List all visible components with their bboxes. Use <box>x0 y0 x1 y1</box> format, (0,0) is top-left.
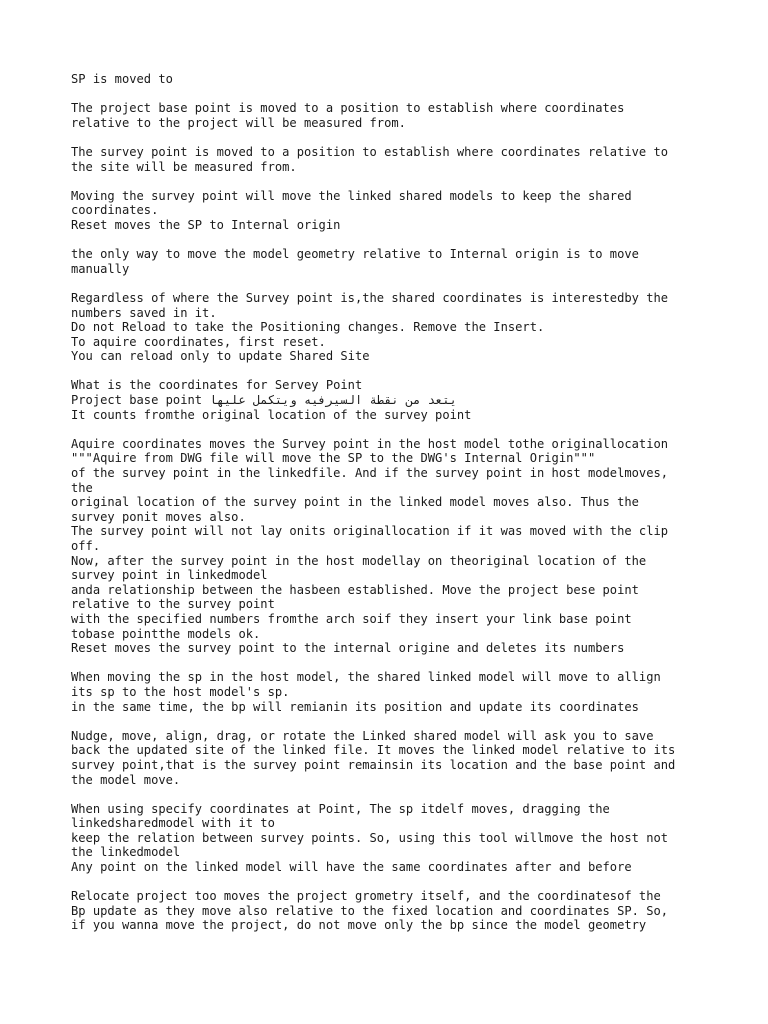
blank-line <box>71 422 711 437</box>
text-line: relative to the survey point <box>71 597 275 612</box>
text-line: in the same time, the bp will remianin its position and update its coordinates <box>71 699 639 714</box>
text-line: anda relationship between the hasbeen established. Move the project bese point <box>71 582 639 597</box>
text-line: the <box>71 480 93 495</box>
blank-line <box>71 656 711 671</box>
text-line: linkedsharedmodel with it to <box>71 816 275 831</box>
text-line: To aquire coordinates, first reset. <box>71 334 326 349</box>
text-line: the model move. <box>71 772 181 787</box>
text-line: What is the coordinates for Servey Point <box>71 378 363 393</box>
text-line: with the specified numbers fromthe arch soif they insert your link base point <box>71 611 632 626</box>
text-line: tobase pointthe models ok. <box>71 626 261 641</box>
text-line: survey point in linkedmodel <box>71 568 268 583</box>
blank-line <box>71 233 711 248</box>
blank-line <box>71 130 711 145</box>
text-line: Regardless of where the Survey point is,the shared coordinates is interestedby the <box>71 290 669 305</box>
text-line: the only way to move the model geometry relative to Internal origin is to move <box>71 247 639 262</box>
blank-line <box>71 787 711 802</box>
blank-line <box>71 714 711 729</box>
text-line: numbers saved in it. <box>71 305 217 320</box>
text-line: of the survey point in the linkedfile. And if the survey point in host modelmoves, <box>71 466 669 481</box>
text-line: When moving the sp in the host model, the shared linked model will move to allign <box>71 670 661 685</box>
text-line: Project base point يتعد من نقطة السيرفيه ويتكمل عليها <box>71 393 457 408</box>
text-line: the site will be measured from. <box>71 159 297 174</box>
text-line: back the updated site of the linked file. It moves the linked model relative to its <box>71 743 676 758</box>
text-line: SP is moved to <box>71 72 173 86</box>
text-line: Do not Reload to take the Positioning changes. Remove the Insert. <box>71 320 545 335</box>
blank-line <box>71 875 711 890</box>
text-line: Nudge, move, align, drag, or rotate the Linked shared model will ask you to save <box>71 728 654 743</box>
text-line: The survey point is moved to a position to establish where coordinates relative to <box>71 144 669 159</box>
text-line: original location of the survey point in the linked model moves also. Thus the <box>71 495 639 510</box>
text-line: You can reload only to update Shared Site <box>71 349 370 364</box>
text-line: if you wanna move the project, do not move only the bp since the model geometry <box>71 918 647 933</box>
text-line: off. <box>71 539 101 553</box>
text-line: Moving the survey point will move the linked shared models to keep the shared <box>71 188 632 203</box>
blank-line <box>71 364 711 379</box>
text-line: The survey point will not lay onits originallocation if it was moved with the clip <box>71 524 669 539</box>
text-line: Aquire coordinates moves the Survey point in the host model tothe originallocation <box>71 436 669 451</box>
text-line: When using specify coordinates at Point, The sp itdelf moves, dragging the <box>71 801 610 816</box>
blank-line <box>71 87 711 102</box>
text-line: relative to the project will be measured from. <box>71 115 406 130</box>
text-line: survey ponit moves also. <box>71 509 246 524</box>
text-line: Reset moves the survey point to the internal origine and deletes its numbers <box>71 641 625 656</box>
text-line: It counts fromthe original location of the survey point <box>71 407 472 422</box>
text-line: its sp to the host model's sp. <box>71 684 290 699</box>
text-line: Bp update as they move also relative to the fixed location and coordinates SP. So, <box>71 903 669 918</box>
text-line: Relocate project too moves the project grometry itself, and the coordinatesof the <box>71 889 661 904</box>
blank-line <box>71 276 711 291</box>
text-line: Any point on the linked model will have the same coordinates after and before <box>71 860 632 875</box>
text-line: Now, after the survey point in the host modellay on theoriginal location of the <box>71 553 647 568</box>
text-line: Reset moves the SP to Internal origin <box>71 217 341 232</box>
text-line: coordinates. <box>71 203 159 218</box>
document-body <box>71 72 711 933</box>
text-line: keep the relation between survey points. So, using this tool willmove the host not <box>71 830 669 845</box>
blank-line <box>71 174 711 189</box>
text-line: the linkedmodel <box>71 845 181 860</box>
text-line: survey point,that is the survey point remainsin its location and the base point and <box>71 757 676 772</box>
text-line: The project base point is moved to a position to establish where coordinates <box>71 101 625 116</box>
text-line: """Aquire from DWG file will move the SP to the DWG's Internal Origin""" <box>71 451 596 466</box>
text-line: manually <box>71 261 130 276</box>
